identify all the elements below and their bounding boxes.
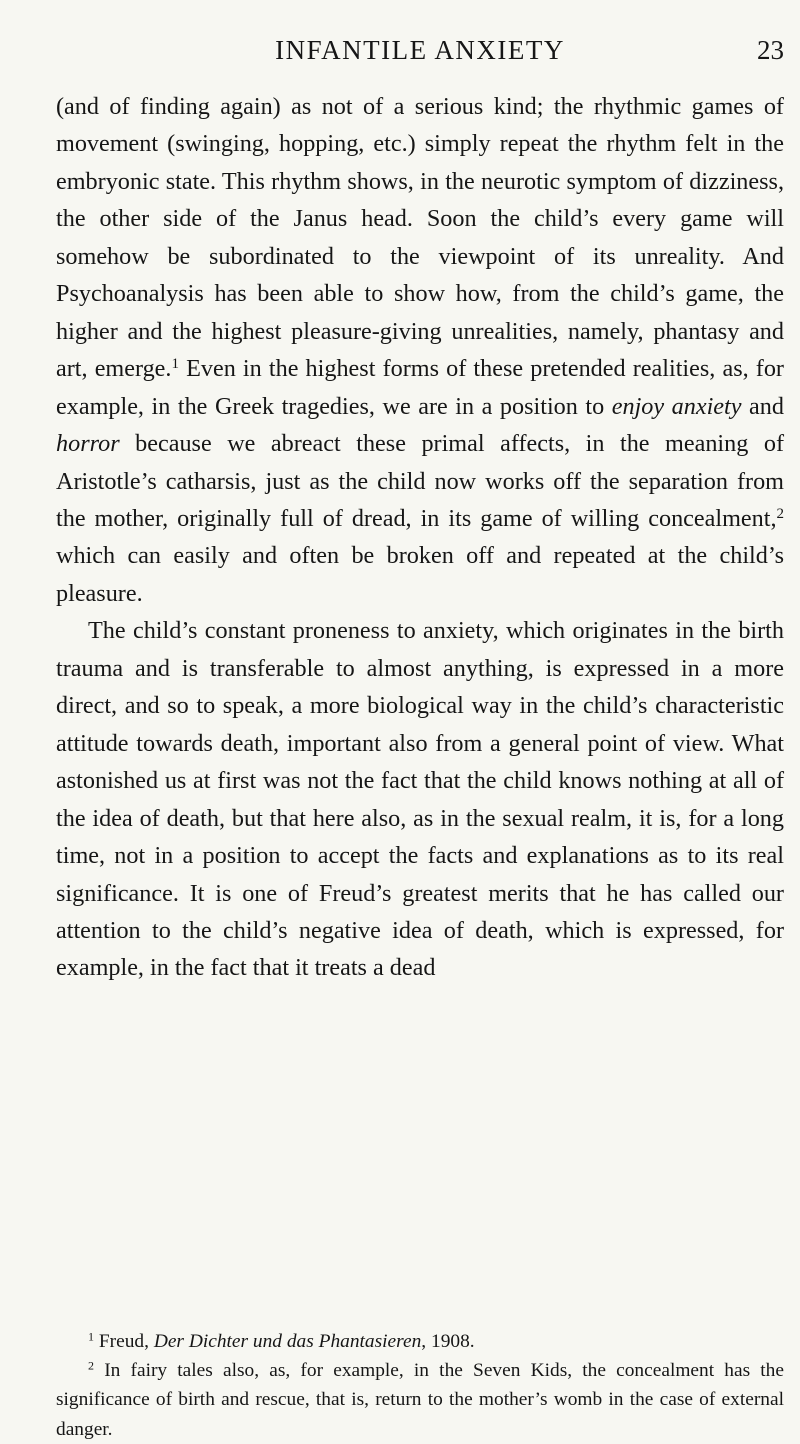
footnote-ref-1: 1 — [171, 355, 179, 372]
paragraph-1-text-part-2: Even in the highest forms of these pretended realities, as, for example, in the Greek tragedies, we are in a position to — [56, 355, 784, 420]
paragraph-1-text-part-3: and — [741, 392, 784, 420]
footnote-1-suffix: , 1908. — [421, 1331, 475, 1352]
footnote-1-title: Der Dichter und das Phantasieren — [153, 1331, 422, 1352]
footnotes — [56, 1327, 784, 1444]
footnote-2 — [56, 1356, 784, 1444]
footnote-ref-2: 2 — [776, 505, 784, 522]
running-head: INFANTILE ANXIETY — [275, 35, 565, 65]
page-header — [56, 30, 784, 70]
page-number: 23 — [757, 35, 784, 65]
footnote-1 — [56, 1327, 784, 1356]
italic-enjoy-anxiety: enjoy anxiety — [611, 392, 742, 420]
footnote-1-prefix: Freud, — [94, 1331, 154, 1352]
italic-horror: horror — [56, 430, 120, 458]
paragraph-2: The child’s constant proneness to anxiety, which originates in the birth trauma and is transferable to almost anything, is expressed in a more direct, and so to speak, a more biological way in the child’s characteristic attitude towards death, important also from a general point of view. What astonished us at first was not the fact that the child knows nothing at all of the idea of death, but that here also, as in the sexual realm, it is, for a long time, not in a position to accept the facts and explanations as to its real significance. It is one of Freud’s greatest merits that he has called our attention to the child’s negative idea of death, which is expressed, for example, in the fact that it treats a dead — [56, 617, 784, 982]
paragraph-1 — [56, 88, 784, 612]
paragraph-1-text-part-5: which can easily and often be broken off and repeated at the child’s pleasure. — [56, 542, 784, 607]
paragraph-1-text-part-4: because we abreact these primal affects, in the meaning of Aristotle’s catharsis, just as the child now works off the separation from the mother, originally full of dread, in its game of willing concealment, — [56, 430, 784, 532]
footnote-1-marker: 1 — [88, 1329, 95, 1344]
body-text — [56, 88, 784, 987]
footnote-2-text: In fairy tales also, as, for example, in the Seven Kids, the concealment has the significance of birth and rescue, that is, return to the mother’s womb in the case of external danger. — [56, 1360, 784, 1440]
paragraph-1-text-part-1: (and of finding again) as not of a serious kind; the rhythmic games of movement (swinging, hopping, etc.) simply repeat the rhythm felt in the embryonic state. This rhythm shows, in the neurotic symptom of dizziness, the other side of the Janus head. Soon the child’s every game will somehow be subordinated to the viewpoint of its unreality. And Psychoanalysis has been able to show how, from the child’s game, the higher and the highest pleasure-giving unrealities, namely, phantasy and art, emerge. — [56, 93, 784, 383]
footnote-2-marker: 2 — [88, 1358, 95, 1373]
